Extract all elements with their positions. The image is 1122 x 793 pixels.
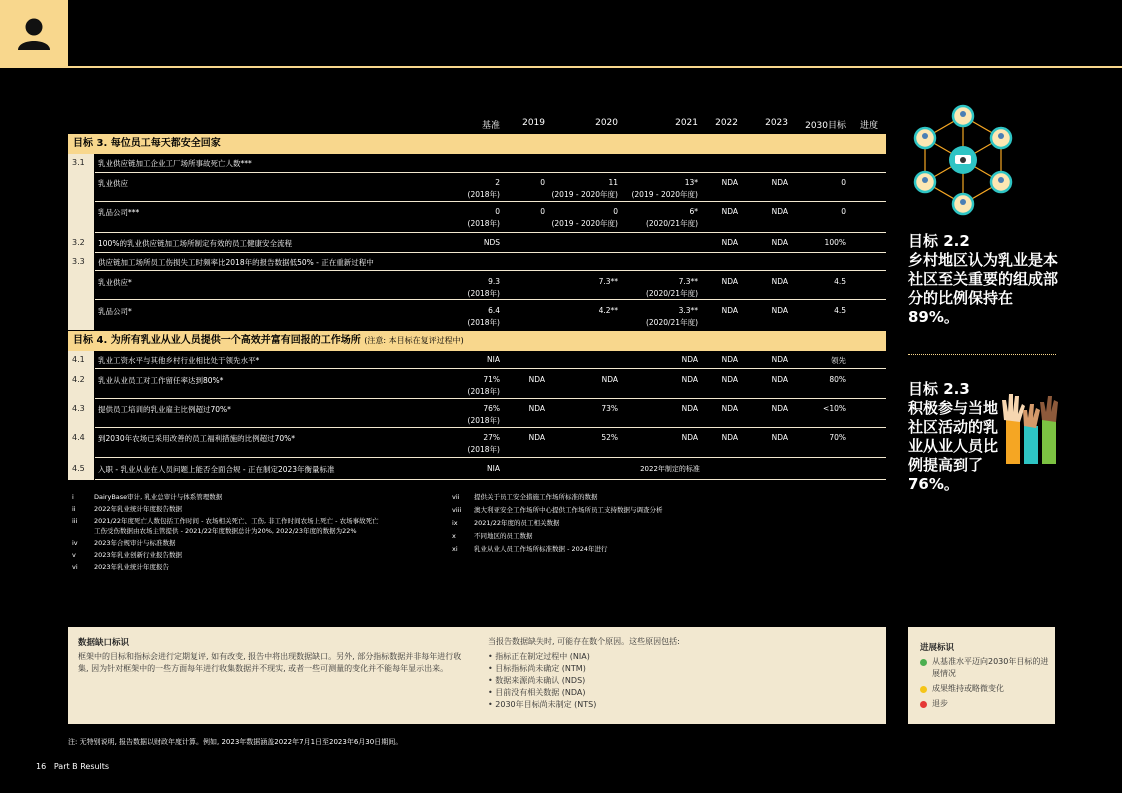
row-divider [95, 201, 886, 202]
info-text: 框架中的目标和指标会进行定期复评, 如有改变, 报告中将出现数据缺口。另外, 部分指标数据并非每年进行收集, 因为针对框架中的一些方面每年进行收集数据并不现实, 或者一些可测量的变化并不能每年显示出来。 [78, 652, 462, 673]
legend-item [920, 698, 1050, 710]
reason-text: 目标指标尚未确定 (NTM) [495, 664, 586, 673]
goal23-text: 积极参与当地社区活动的乳业从业人员比例提高到了76%。 [908, 399, 999, 493]
cell-2020: 0 [613, 207, 618, 216]
cell-base-note: (2018年) [467, 219, 500, 228]
row-label: 到2030年农场已采用改善的员工福利措施的比例超过70%* [98, 434, 296, 443]
cell-base: NIA [487, 464, 500, 473]
row-number: 3.1 [72, 158, 85, 167]
side-divider [908, 354, 1056, 355]
sub-label: 乳业供应 [98, 179, 128, 188]
row-divider [95, 172, 886, 173]
cell-2023: NDA [771, 306, 788, 315]
cell-base: 9.3 [488, 277, 500, 286]
reason-item: • 目标指标尚未确定 (NTM) [488, 664, 586, 673]
cell-2021-note: (2020/21年度) [645, 289, 698, 298]
cell-base: 76% [483, 404, 500, 413]
community-network-icon [908, 104, 1018, 216]
footnote-text: 2023年乳业统计年度报告 [94, 563, 170, 571]
row-number: 4.2 [72, 375, 85, 384]
row-number: 4.4 [72, 433, 85, 442]
reason-text: 目前没有相关数据 (NDA) [495, 688, 586, 697]
footer-note: 注: 无特别说明, 报告数据以财政年度计算。例如, 2023年数据涵盖2022年7月1日至2023年6月30日期间。 [68, 738, 403, 746]
cell-base-note: (2018年) [467, 445, 500, 454]
cell-2022: NDA [721, 306, 738, 315]
yellow-dot-icon [920, 686, 927, 693]
footnote-mark: iii [72, 517, 78, 525]
cell-2021-note: (2020/21年度) [645, 219, 698, 228]
legend-list [920, 656, 1050, 710]
cell-2023: NDA [771, 238, 788, 247]
cell-2021: 3.3** [678, 306, 698, 315]
footnote-text: 澳大利亚安全工作场所中心提供工作场所员工支持数据与调查分析 [474, 506, 663, 514]
row-label: 提供员工培训的乳业雇主比例超过70%* [98, 405, 231, 414]
row-label: 乳业供应链加工企业工厂场所事故死亡人数*** [98, 159, 252, 168]
cell-2019: NDA [528, 404, 545, 413]
footnotes-left [72, 484, 442, 571]
row-number: 4.3 [72, 404, 85, 413]
legend-text: 退步 [932, 699, 948, 708]
row-divider [95, 299, 886, 300]
footnote-text: 2023年合规审计与标准数据 [94, 539, 176, 547]
footnote-text: 乳业从业人员工作场所标准数据 - 2024年进行 [474, 545, 608, 553]
footnote-text: 不同地区的员工数据 [474, 532, 533, 540]
cell-2023: NDA [771, 277, 788, 286]
cell-2022: NDA [721, 375, 738, 384]
header-rule [68, 66, 1122, 68]
cell-2021-note: (2020/21年度) [645, 318, 698, 327]
cell-2022: NDA [721, 433, 738, 442]
cell-2021: 13* [684, 178, 698, 187]
row-number: 3.3 [72, 257, 85, 266]
cell-2021-note: (2019 - 2020年度) [631, 190, 698, 199]
legend-item [920, 656, 1050, 680]
col-header-base: 基准 [481, 121, 500, 131]
data-gap-info-box [68, 627, 886, 724]
cell-2022: NDA [721, 178, 738, 187]
raised-hands-icon [1000, 390, 1064, 466]
row-divider [95, 398, 886, 399]
cell-2021: 6* [689, 207, 698, 216]
reason-item: • 指标正在制定过程中 (NIA) [488, 652, 590, 661]
cell-2021: 7.3** [678, 277, 698, 286]
footnote-mark: ix [452, 519, 458, 527]
cell-2020: NDA [601, 375, 618, 384]
cell-target: 80% [829, 375, 846, 384]
footnote-mark: vii [452, 493, 460, 501]
cell-2019: 0 [540, 207, 545, 216]
person-icon [0, 0, 68, 68]
sub-label: 乳品公司*** [98, 208, 140, 217]
col-header-target: 2030目标 [805, 121, 846, 131]
cell-2022-span: 2022年制定的标准 [640, 465, 700, 473]
footnote-mark: xi [452, 545, 458, 553]
cell-2022: NDA [721, 404, 738, 413]
cell-2021: NDA [681, 433, 698, 442]
red-dot-icon [920, 701, 927, 708]
reason-item: • 2030年目标尚未制定 (NTS) [488, 700, 597, 709]
row-divider [95, 232, 886, 233]
goal22-block [908, 232, 1058, 327]
cell-2022: NDA [721, 238, 738, 247]
cell-base: NIA [487, 355, 500, 364]
col-header-2021: 2021 [675, 118, 698, 128]
footnote-text: 2021/22年度死亡人数包括工作时间 - 农场相关死亡、工伤, 非工作时间农场上死亡 - 农场事故死亡 [94, 517, 379, 525]
cell-2023: NDA [771, 433, 788, 442]
cell-2023: NDA [771, 404, 788, 413]
progress-legend-box [908, 627, 1055, 724]
goal22-text: 乡村地区认为乳业是本社区至关重要的组成部分的比例保持在89%。 [908, 251, 1059, 326]
row-divider [95, 368, 886, 369]
info-title: 数据缺口标识 [78, 638, 130, 648]
row-divider [95, 252, 886, 253]
cell-base: 0 [495, 207, 500, 216]
reason-text: 数据来源尚未确认 (NDS) [495, 676, 586, 685]
row-label: 供应链加工场所员工伤损失工时频率比2018年的报告数据低50% - 正在重新过程中 [98, 258, 374, 267]
footnote-mark: i [72, 493, 74, 501]
cell-2023: NDA [771, 375, 788, 384]
footnote-mark: ii [72, 505, 76, 513]
footnote-text: DairyBase审计, 乳业总审计与体系管理数据 [94, 493, 223, 501]
green-dot-icon [920, 659, 927, 666]
cell-2021: NDA [681, 375, 698, 384]
footnote-text: 2022年乳业统计年度报告数据 [94, 505, 183, 513]
row-label: 乳业从业员工对工作留任率达到80%* [98, 376, 224, 385]
cell-2020: 73% [601, 404, 618, 413]
cell-2022: NDA [721, 207, 738, 216]
cell-2023: NDA [771, 355, 788, 364]
cell-2021: NDA [681, 404, 698, 413]
goal3-header [68, 134, 886, 154]
row-number: 3.2 [72, 238, 85, 247]
goal22-title: 目标 2.2 [908, 232, 970, 250]
col-header-2020: 2020 [595, 118, 618, 128]
footnote-text: 工伤受伤数据由农场主管提供 - 2021/22年度数据总计为20%, 2022/23年度的数据为22% [94, 527, 357, 535]
goal4-title: 目标 4. 为所有乳业从业人员提供一个高效并富有回报的工作场所 [73, 335, 361, 346]
cell-base-note: (2018年) [467, 318, 500, 327]
cell-2020-note: (2019 - 2020年度) [551, 190, 618, 199]
goal23-block [908, 380, 1000, 494]
row-number: 4.1 [72, 355, 85, 364]
cell-2023: NDA [771, 178, 788, 187]
goal4-number-column [68, 351, 94, 480]
cell-2020: 11 [608, 178, 618, 187]
footnote-mark: v [72, 551, 76, 559]
row-divider [95, 479, 886, 480]
cell-base-note: (2018年) [467, 416, 500, 425]
cell-base-note: (2018年) [467, 289, 500, 298]
footnote-text: 2021/22年度的员工相关数据 [474, 519, 560, 527]
page-number: 16 [36, 762, 47, 771]
cell-target: 70% [829, 433, 846, 442]
info-reason-list [488, 651, 596, 711]
footnote-mark: x [452, 532, 456, 540]
page-section: Part B Results [53, 762, 110, 771]
cell-target: 0 [841, 178, 846, 187]
goal23-title: 目标 2.3 [908, 380, 970, 398]
row-divider [95, 457, 886, 458]
footnote-mark: vi [72, 563, 78, 571]
footnotes-right [452, 484, 882, 553]
footnote-text: 2023年乳业创新行业报告数据 [94, 551, 183, 559]
row-number: 4.5 [72, 464, 85, 473]
legend-item [920, 683, 1050, 695]
cell-2022: NDA [721, 277, 738, 286]
reason-item: • 目前没有相关数据 (NDA) [488, 688, 586, 697]
footnote-mark: viii [452, 506, 462, 514]
col-header-2022: 2022 [715, 118, 738, 128]
goal4-note: (注意: 本目标在复评过程中) [364, 336, 464, 345]
cell-base: NDS [483, 238, 500, 247]
cell-2022: NDA [721, 355, 738, 364]
cell-base: 71% [483, 375, 500, 384]
footnote-mark: iv [72, 539, 78, 547]
cell-2020: 4.2** [598, 306, 618, 315]
cell-2020: 7.3** [598, 277, 618, 286]
cell-base-note: (2018年) [467, 387, 500, 396]
cell-target: <10% [823, 404, 846, 413]
cell-target: 4.5 [834, 306, 846, 315]
cell-target: 4.5 [834, 277, 846, 286]
row-divider [95, 270, 886, 271]
page-footer [36, 762, 109, 771]
cell-base-note: (2018年) [467, 190, 500, 199]
col-header-2023: 2023 [765, 118, 788, 128]
sub-label: 乳业供应* [98, 278, 132, 287]
cell-target: 100% [824, 238, 846, 247]
col-header-progress: 进度 [859, 121, 878, 131]
cell-2019: NDA [528, 433, 545, 442]
row-divider [95, 427, 886, 428]
cell-target: 0 [841, 207, 846, 216]
cell-2020-note: (2019 - 2020年度) [551, 219, 618, 228]
reason-text: 2030年目标尚未制定 (NTS) [495, 700, 597, 709]
cell-base: 2 [495, 178, 500, 187]
cell-2019: 0 [540, 178, 545, 187]
reason-item: • 数据来源尚未确认 (NDS) [488, 676, 586, 685]
row-label: 入职 - 乳业从业在人员问题上能否全面合规 - 正在制定2023年衡量标准 [98, 465, 335, 474]
legend-title: 进展标识 [920, 643, 955, 653]
sub-label: 乳品公司* [98, 307, 132, 316]
footnote-text: 提供关于员工安全措施工作场所标准的数据 [474, 493, 598, 501]
cell-2023: NDA [771, 207, 788, 216]
cell-base: 6.4 [488, 306, 500, 315]
info-intro: 当报告数据缺失时, 可能存在数个原因。这些原因包括: [488, 637, 680, 646]
cell-2021: NDA [681, 355, 698, 364]
cell-target: 领先 [831, 356, 846, 365]
legend-text: 成果维持或略微变化 [932, 684, 1004, 693]
cell-2019: NDA [528, 375, 545, 384]
header-icon-box [0, 0, 68, 68]
row-label: 乳业工资水平与其他乡村行业相比处于领先水平* [98, 356, 260, 365]
reason-text: 指标正在制定过程中 (NIA) [495, 652, 590, 661]
col-header-2019: 2019 [522, 118, 545, 128]
cell-base: 27% [483, 433, 500, 442]
goal3-title: 目标 3. 每位员工每天都安全回家 [73, 138, 221, 149]
goal4-header [68, 331, 886, 351]
legend-text: 从基准水平迈向2030年目标的进展情况 [932, 657, 1049, 678]
row-label: 100%的乳业供应链加工场所制定有效的员工健康安全流程 [98, 239, 292, 248]
cell-2020: 52% [601, 433, 618, 442]
